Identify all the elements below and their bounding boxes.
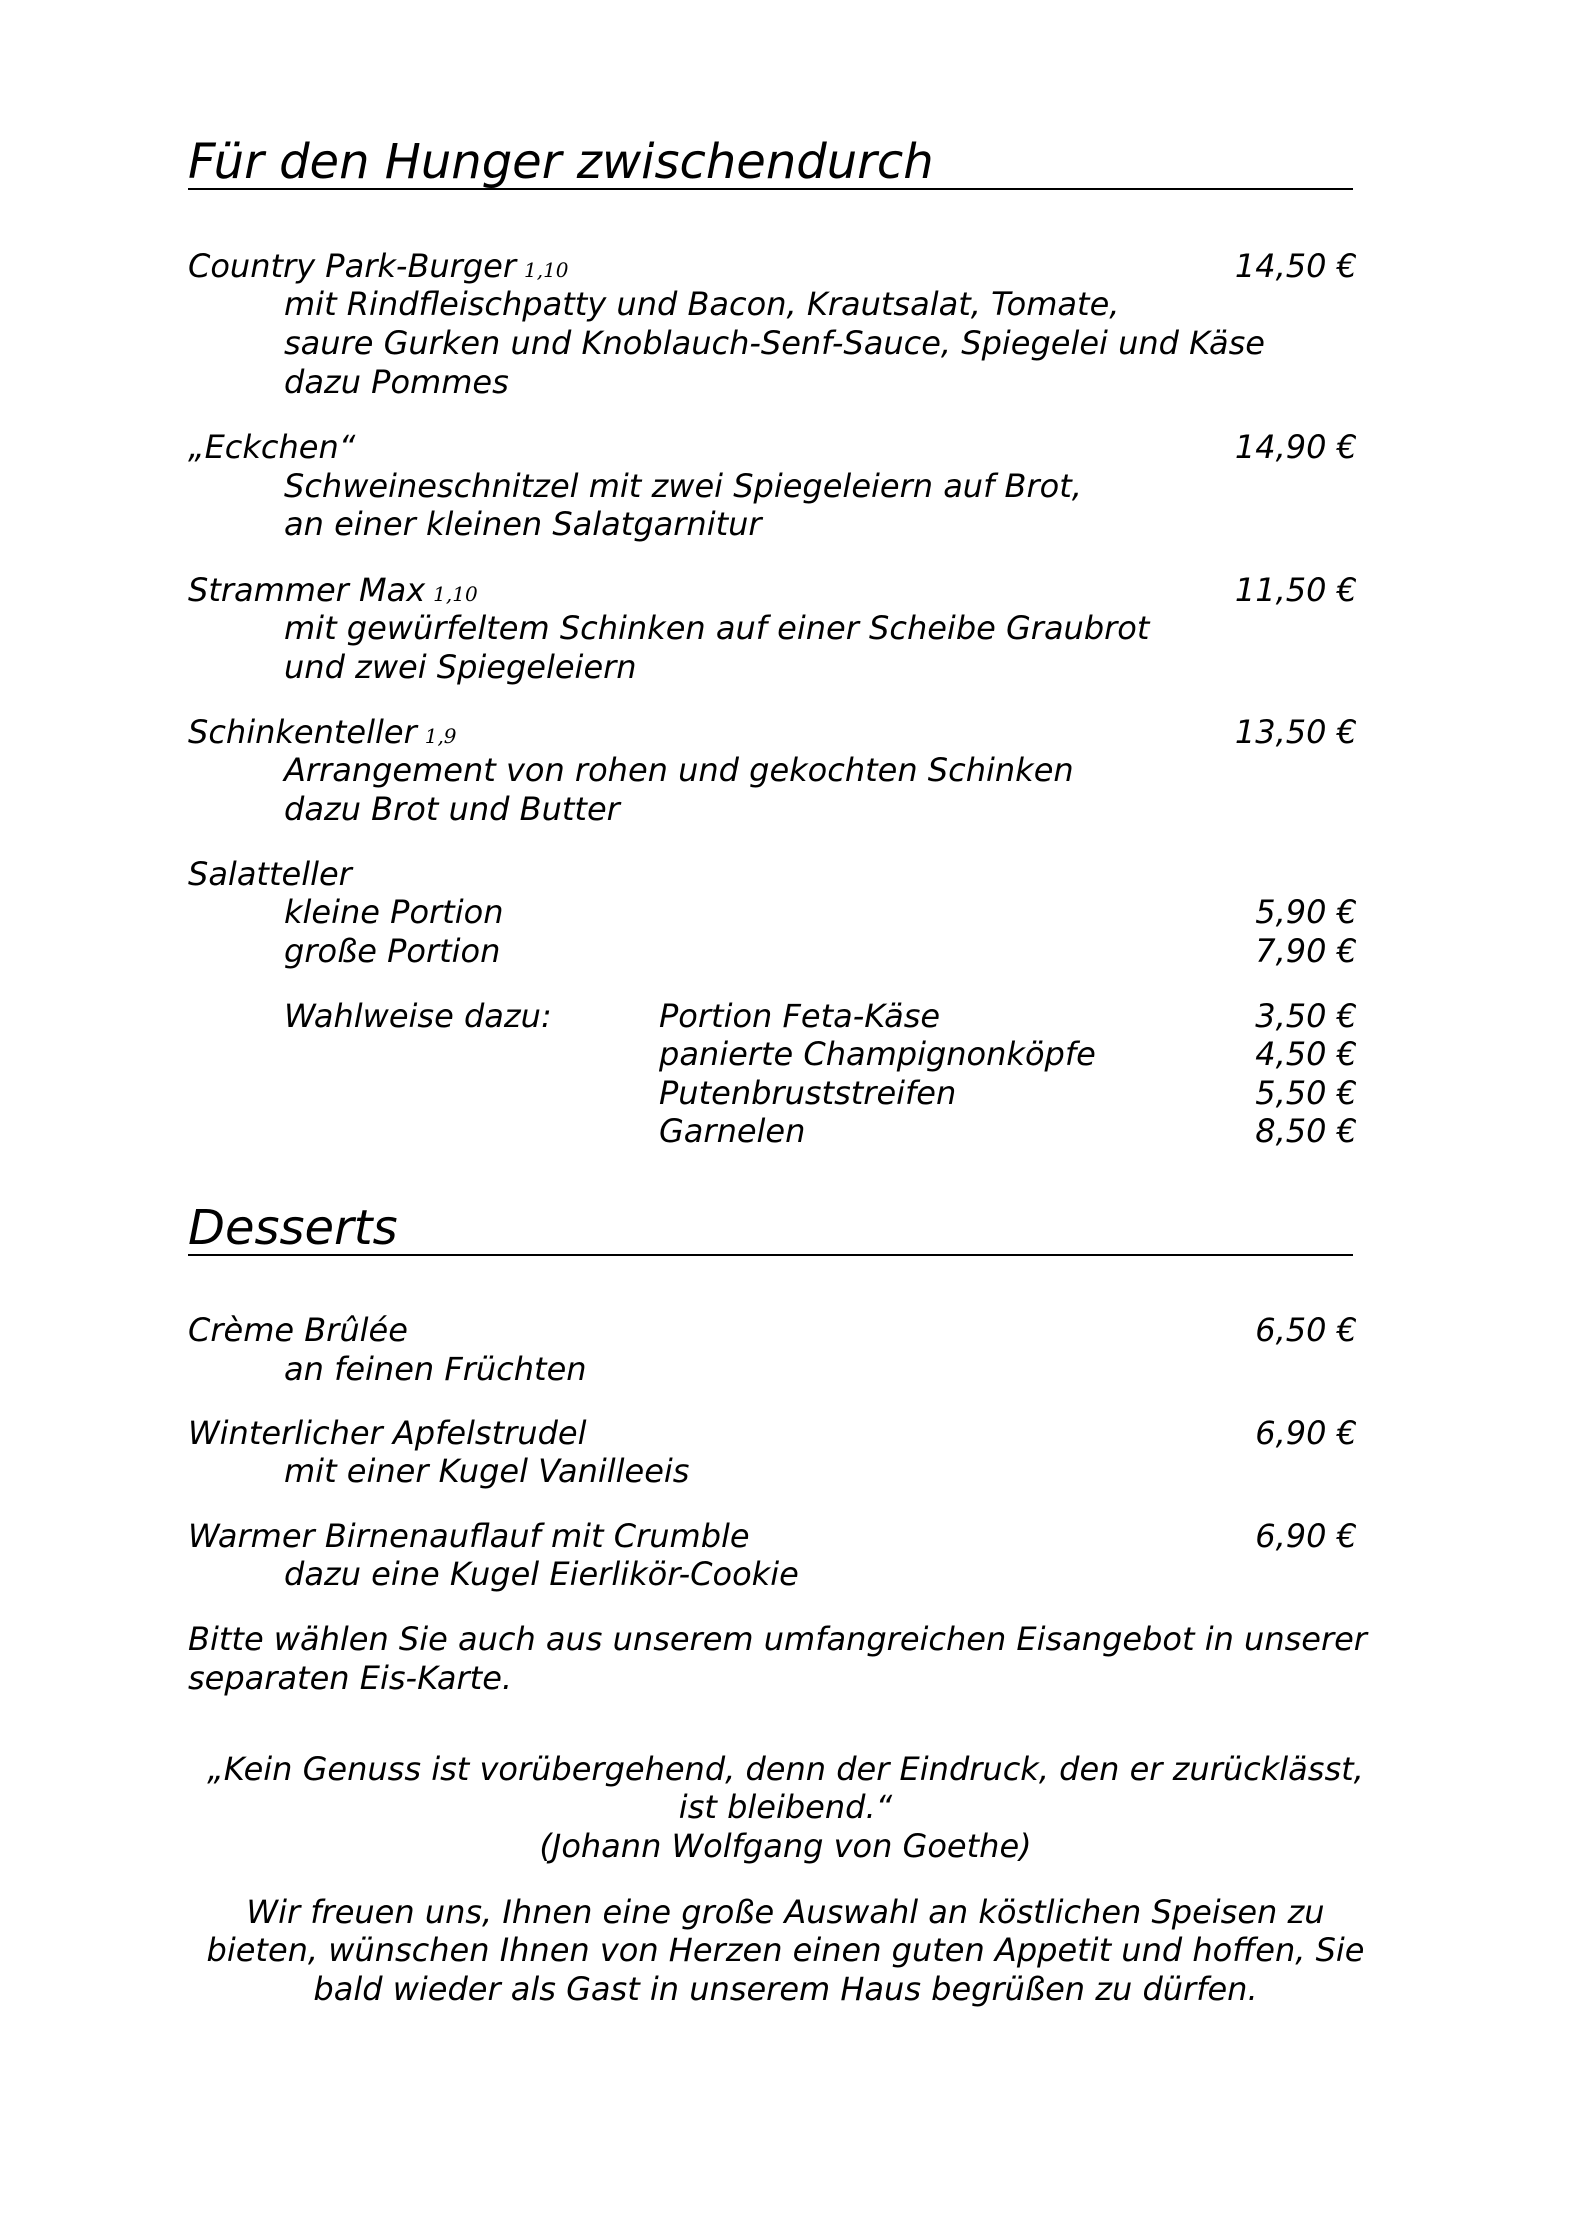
salad-portion-price: 5,90 € (1255, 893, 1357, 931)
menu-item-description: dazu Pommes (284, 363, 509, 401)
extra-label: panierte Champignonköpfe (659, 1035, 1096, 1073)
menu-item-name: Country Park-Burger 1,10 (188, 247, 569, 285)
dessert-description: an feinen Früchten (284, 1350, 587, 1388)
menu-item-description: und zwei Spiegeleiern (284, 648, 637, 686)
salad-portion-price: 7,90 € (1255, 932, 1357, 970)
quote-line: „Kein Genuss ist vorübergehend, denn der Eindruck, den er zurücklässt, (207, 1750, 1364, 1788)
allergen-codes: 1,10 (433, 582, 478, 606)
quote-author: (Johann Wolfgang von Goethe) (539, 1827, 1032, 1865)
menu-item-price: 14,90 € (1234, 428, 1357, 466)
extra-price: 5,50 € (1255, 1074, 1357, 1112)
menu-item-description: Arrangement von rohen und gekochten Schinken (284, 751, 1074, 789)
dessert-name: Warmer Birnenauflauf mit Crumble (188, 1517, 750, 1555)
section-heading-snacks (188, 120, 1353, 190)
closing-line: bald wieder als Gast in unserem Haus begrüßen zu dürfen. (313, 1970, 1258, 2008)
ice-cream-note: Bitte wählen Sie auch aus unserem umfangreichen Eisangebot in unserer (188, 1620, 1367, 1658)
menu-item-price: 13,50 € (1234, 713, 1357, 751)
dessert-description: dazu eine Kugel Eierlikör-Cookie (284, 1555, 799, 1593)
extra-label: Garnelen (659, 1112, 806, 1150)
dessert-price: 6,90 € (1255, 1414, 1357, 1452)
ice-cream-note: separaten Eis-Karte. (188, 1659, 513, 1697)
menu-item-description: mit gewürfeltem Schinken auf einer Scheibe Graubrot (284, 609, 1150, 647)
menu-item-description: an einer kleinen Salatgarnitur (284, 505, 762, 543)
extra-price: 3,50 € (1255, 997, 1357, 1035)
extra-price: 8,50 € (1255, 1112, 1357, 1150)
section-title: Desserts (188, 1200, 398, 1256)
extras-label: Wahlweise dazu: (284, 997, 552, 1035)
dessert-name: Crème Brûlée (188, 1311, 408, 1349)
allergen-codes: 1,9 (424, 724, 457, 748)
dessert-price: 6,50 € (1255, 1311, 1357, 1349)
menu-item-name: „Eckchen“ (188, 428, 356, 466)
extra-label: Portion Feta-Käse (659, 997, 941, 1035)
menu-item-name: Salatteller (188, 855, 352, 893)
quote-line: ist bleibend.“ (678, 1788, 893, 1826)
menu-item-description: dazu Brot und Butter (284, 790, 620, 828)
dessert-description: mit einer Kugel Vanilleeis (284, 1452, 690, 1490)
extra-price: 4,50 € (1255, 1035, 1357, 1073)
menu-item-description: mit Rindfleischpatty und Bacon, Krautsalat, Tomate, (284, 285, 1120, 323)
allergen-codes: 1,10 (523, 258, 569, 282)
salad-portion-label: große Portion (284, 932, 501, 970)
section-heading-desserts (188, 1186, 1353, 1256)
extra-label: Putenbruststreifen (659, 1074, 957, 1112)
closing-line: bieten, wünschen Ihnen von Herzen einen guten Appetit und hoffen, Sie (206, 1931, 1365, 1969)
salad-portion-label: kleine Portion (284, 893, 504, 931)
menu-item-name: Strammer Max 1,10 (188, 571, 478, 609)
menu-item-description: saure Gurken und Knoblauch-Senf-Sauce, Spiegelei und Käse (284, 324, 1265, 362)
menu-item-price: 11,50 € (1234, 571, 1357, 609)
section-title: Für den Hunger zwischendurch (188, 134, 934, 190)
closing-line: Wir freuen uns, Ihnen eine große Auswahl an köstlichen Speisen zu (246, 1893, 1325, 1931)
dessert-name: Winterlicher Apfelstrudel (188, 1414, 587, 1452)
menu-item-name: Schinkenteller 1,9 (188, 713, 457, 751)
dessert-price: 6,90 € (1255, 1517, 1357, 1555)
menu-item-price: 14,50 € (1234, 247, 1357, 285)
menu-item-description: Schweineschnitzel mit zwei Spiegeleiern auf Brot, (284, 467, 1082, 505)
